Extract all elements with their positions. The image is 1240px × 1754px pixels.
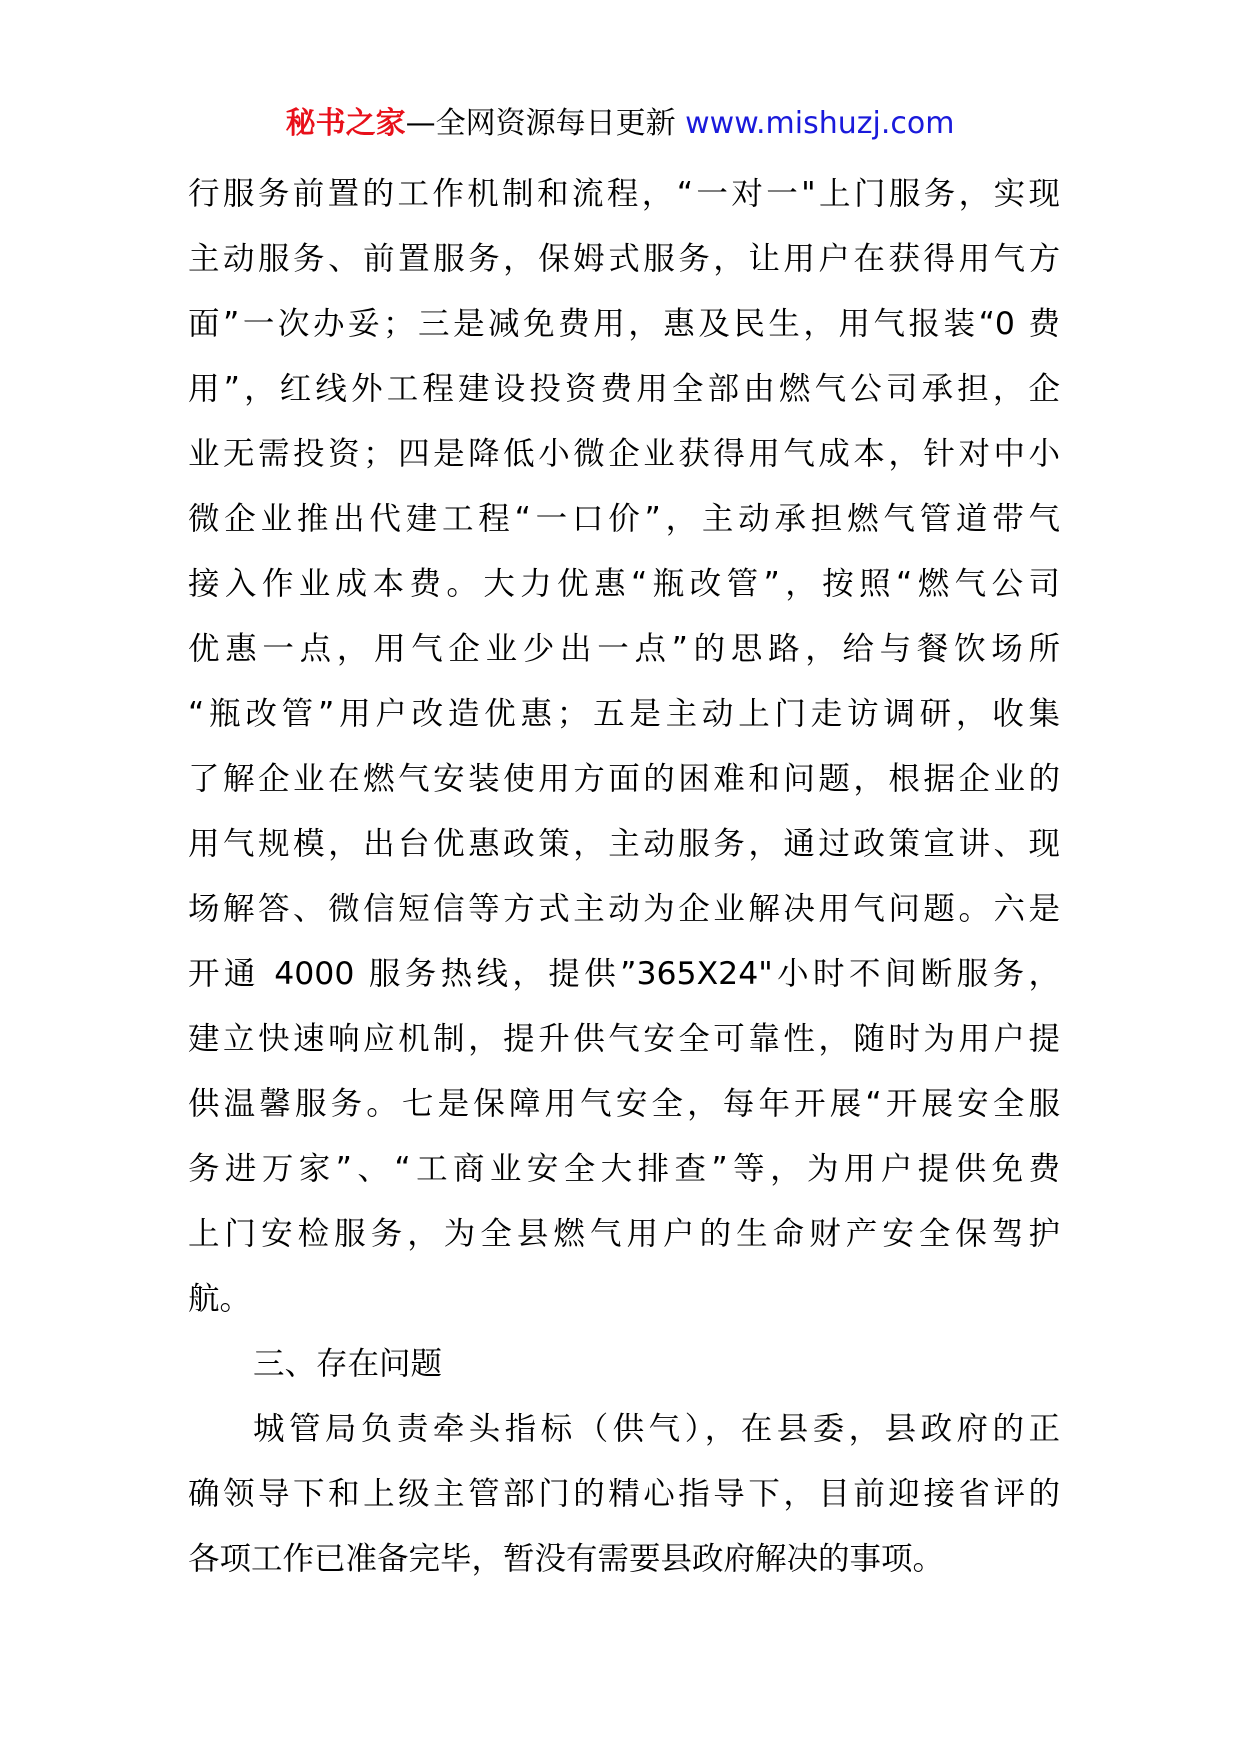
document-body <box>188 162 1060 1592</box>
text-line: 航。 <box>188 1281 252 1317</box>
text-line: 务进万家”、“工商业安全大排查”等，为用户提供免费 <box>188 1151 1060 1187</box>
header-tagline: —全网资源每日更新 <box>405 106 676 141</box>
text-line: 用气规模，出台优惠政策，主动服务，通过政策宣讲、现 <box>188 826 1060 862</box>
text-line: 业无需投资；四是降低小微企业获得用气成本，针对中小 <box>188 436 1060 472</box>
text-line: 开通 4000 服务热线，提供”365X24"小时不间断服务， <box>188 956 1060 992</box>
text-line: 各项工作已准备完毕，暂没有需要县政府解决的事项。 <box>188 1541 945 1577</box>
section-heading: 三、存在问题 <box>253 1346 443 1382</box>
text-line: 场解答、微信短信等方式主动为企业解决用气问题。六是 <box>188 891 1060 927</box>
text-line: 用”，红线外工程建设投资费用全部由燃气公司承担，企 <box>188 371 1060 407</box>
text-line: 城管局负责牵头指标（供气），在县委，县政府的正 <box>253 1411 1060 1447</box>
text-line: 上门安检服务，为全县燃气用户的生命财产安全保驾护 <box>188 1216 1060 1252</box>
header-brand: 秘书之家 <box>285 106 406 141</box>
text-line: 了解企业在燃气安装使用方面的困难和问题，根据企业的 <box>188 761 1060 797</box>
text-line: 面”一次办妥；三是减免费用，惠及民生，用气报装“0 费 <box>188 306 1060 342</box>
text-line: 微企业推出代建工程“一口价”，主动承担燃气管道带气 <box>188 501 1060 537</box>
page-header <box>0 100 1240 148</box>
text-line: 行服务前置的工作机制和流程，“一对一"上门服务，实现 <box>188 176 1060 212</box>
text-line: “瓶改管”用户改造优惠；五是主动上门走访调研，收集 <box>188 696 1060 732</box>
text-line: 接入作业成本费。大力优惠“瓶改管”，按照“燃气公司 <box>188 566 1060 602</box>
text-line: 供温馨服务。七是保障用气安全，每年开展“开展安全服 <box>188 1086 1060 1122</box>
header-url-link[interactable]: www.mishuzj.com <box>685 106 955 141</box>
text-line: 优惠一点，用气企业少出一点”的思路，给与餐饮场所 <box>188 631 1060 667</box>
text-line: 建立快速响应机制，提升供气安全可靠性，随时为用户提 <box>188 1021 1060 1057</box>
text-line: 确领导下和上级主管部门的精心指导下，目前迎接省评的 <box>188 1476 1060 1512</box>
text-line: 主动服务、前置服务，保姆式服务，让用户在获得用气方 <box>188 241 1060 277</box>
